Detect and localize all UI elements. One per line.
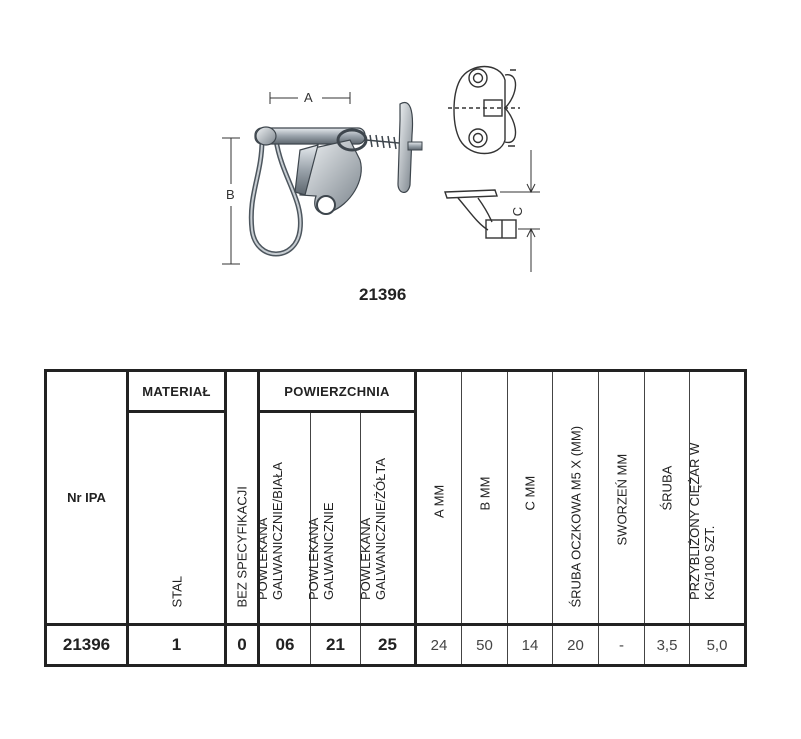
header-group-surface: POWIERZCHNIA [259, 371, 416, 412]
cell-c-mm: 14 [508, 625, 553, 666]
header-label: POWLEKANA GALWANICZNIE/BIAŁA [255, 462, 285, 600]
header-label: POWLEKANA GALWANICZNIE [305, 502, 336, 600]
header-label: C MM [522, 475, 538, 511]
cell-sruba-oczkowa: 20 [553, 625, 599, 666]
latch-perspective [251, 102, 422, 254]
header-powlekana-biala [255, 412, 311, 625]
product-code: 21396 [359, 285, 407, 304]
header-label: A MM [431, 484, 447, 518]
cell-ciezar: 5,0 [690, 625, 746, 666]
header-label: SWORZEŃ MM [614, 453, 630, 546]
header-sruba-oczkowa [553, 371, 599, 625]
spec-table [44, 369, 747, 667]
cell-a-mm: 24 [416, 625, 462, 666]
dimension-b-label: B [226, 187, 235, 202]
product-illustration [0, 0, 801, 330]
cell-nr-ipa: 21396 [46, 625, 128, 666]
cell-sruba: 3,5 [645, 625, 690, 666]
dimension-a-label: A [304, 90, 313, 105]
header-label: ŚRUBA [659, 465, 675, 511]
header-b-mm [462, 371, 508, 625]
latch-side-view [445, 190, 516, 238]
cell-stal: 1 [128, 625, 226, 666]
header-ciezar [687, 371, 746, 625]
header-c-mm [508, 371, 553, 625]
cell-powl-zolta: 25 [361, 625, 416, 666]
header-nr-ipa: Nr IPA [46, 371, 128, 625]
header-a-mm [416, 371, 462, 625]
header-sworzen [599, 371, 645, 625]
header-label: PRZYBLIŻONY CIĘŻAR W KG/100 SZT. [687, 442, 718, 600]
header-powlekana-galwanicznie [305, 412, 361, 625]
dimension-c-label: C [510, 206, 526, 217]
header-stal [128, 412, 226, 625]
header-label: ŚRUBA OCZKOWA M5 X (MM) [568, 425, 584, 608]
header-sruba [645, 371, 690, 625]
header-powlekana-zolta [357, 412, 416, 625]
header-label: B MM [477, 476, 493, 511]
header-label: POWLEKANA GALWANICZNIE/ŻÓŁTA [357, 457, 388, 600]
cell-powl-galw: 21 [311, 625, 361, 666]
header-label: STAL [169, 575, 184, 608]
header-label: BEZ SPECYFIKACJI [234, 486, 250, 608]
cell-bez-spec: 0 [226, 625, 259, 666]
cell-sworzen: - [599, 625, 645, 666]
cell-b-mm: 50 [462, 625, 508, 666]
header-group-material: MATERIAŁ [128, 371, 226, 412]
cell-powl-biala: 06 [259, 625, 311, 666]
latch-top-view [448, 67, 520, 154]
header-bez-specyfikacji [226, 371, 259, 625]
